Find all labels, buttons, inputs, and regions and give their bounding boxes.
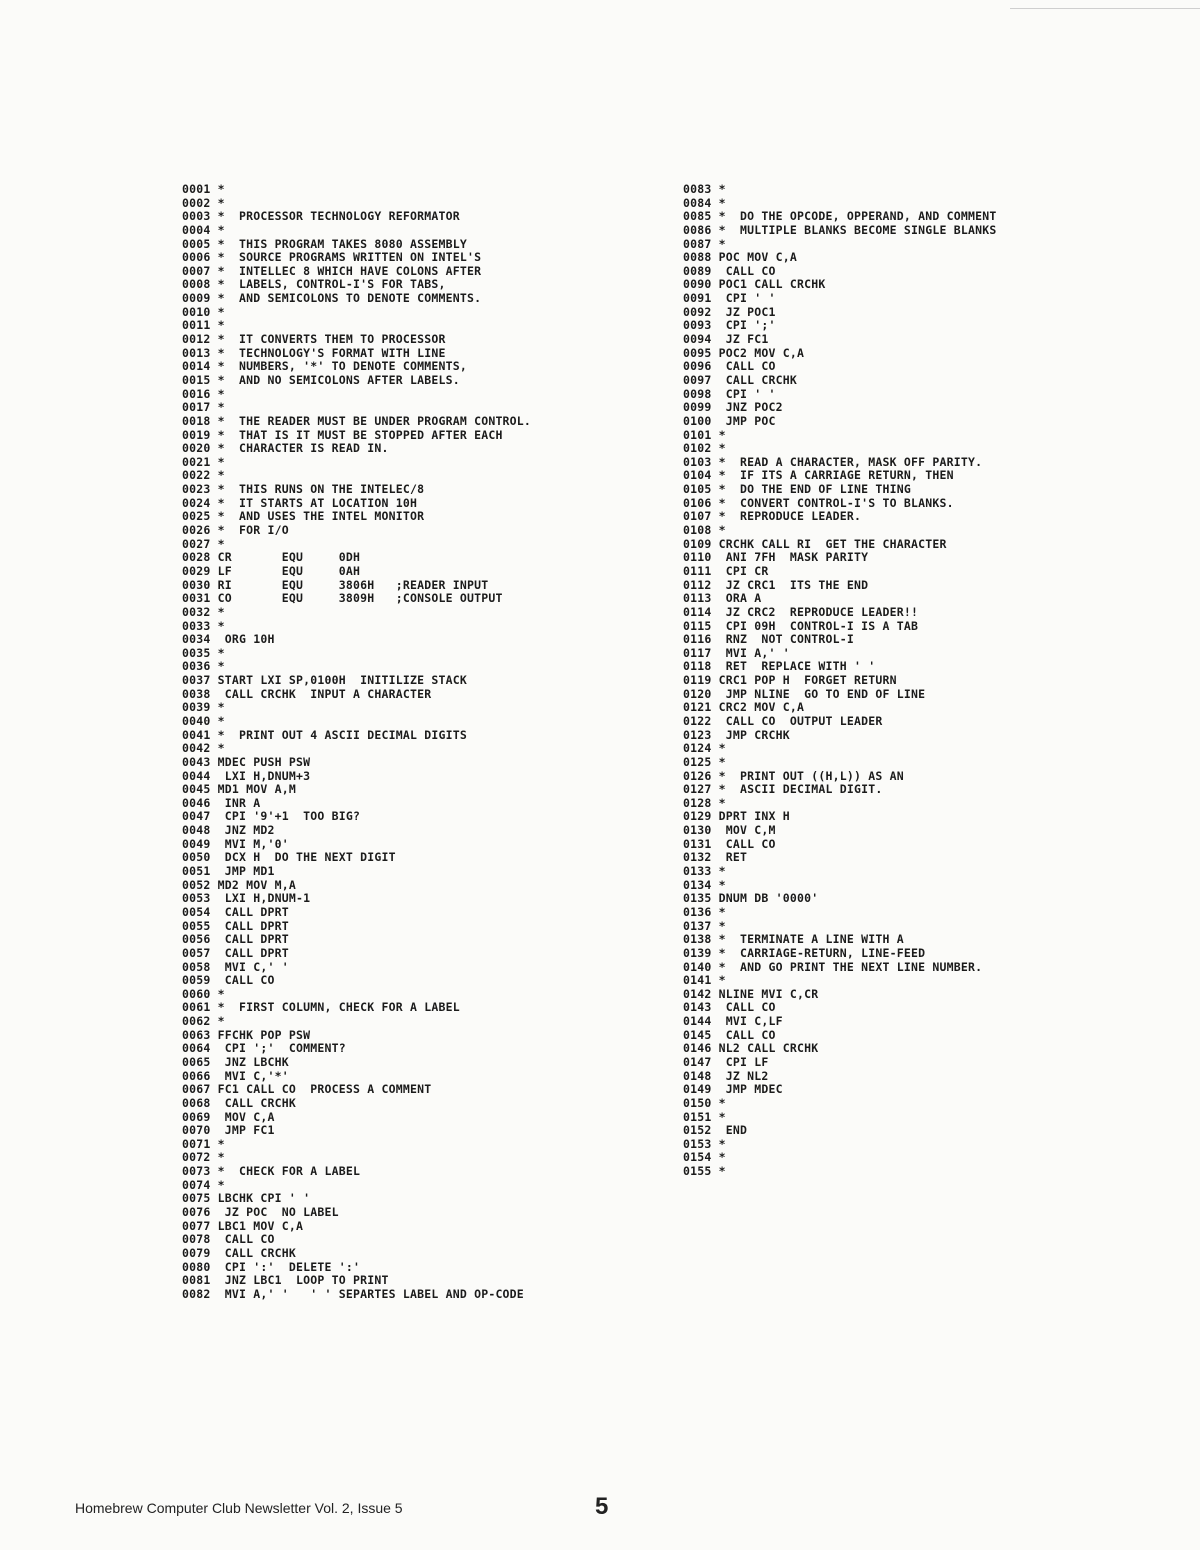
code-line: 0032 * [182, 604, 225, 619]
code-line: 0025 * AND USES THE INTEL MONITOR [182, 509, 425, 524]
code-line: 0027 * [182, 536, 225, 551]
page-number: 5 [595, 1493, 609, 1520]
code-line: 0026 * FOR I/O [182, 523, 289, 538]
code-line: 0055 CALL DPRT [182, 918, 289, 933]
code-line: 0051 JMP MD1 [182, 864, 275, 879]
code-line: 0001 * [182, 182, 225, 196]
code-line: 0080 CPI ':' DELETE ':' [182, 1259, 361, 1274]
code-line: 0105 * DO THE END OF LINE THING [683, 482, 911, 497]
code-line: 0045 MD1 MOV A,M [182, 782, 296, 797]
code-line: 0135 DNUM DB '0000' [683, 891, 819, 906]
code-line: 0150 * [683, 1095, 726, 1110]
code-line: 0154 * [683, 1150, 726, 1165]
code-line: 0130 MOV C,M [683, 823, 776, 838]
code-line: 0096 CALL CO [683, 359, 776, 374]
code-line: 0101 * [683, 427, 726, 442]
code-line: 0111 CPI CR [683, 563, 769, 578]
code-line: 0095 POC2 MOV C,A [683, 345, 805, 360]
code-line: 0057 CALL DPRT [182, 945, 289, 960]
code-line: 0004 * [182, 222, 225, 237]
code-line: 0141 * [683, 973, 726, 988]
code-line: 0152 END [683, 1123, 748, 1138]
code-line: 0067 FC1 CALL CO PROCESS A COMMENT [182, 1082, 432, 1097]
code-line: 0155 * [683, 1164, 726, 1179]
code-line: 0100 JMP POC [683, 413, 776, 428]
code-line: 0113 ORA A [683, 591, 762, 606]
code-line: 0134 * [683, 877, 726, 892]
code-line: 0021 * [182, 454, 225, 469]
code-line: 0083 * [683, 182, 726, 196]
code-line: 0148 JZ NL2 [683, 1068, 769, 1083]
code-line: 0088 POC MOV C,A [683, 250, 797, 265]
code-line: 0128 * [683, 795, 726, 810]
code-line: 0028 CR EQU 0DH [182, 550, 361, 565]
code-line: 0103 * READ A CHARACTER, MASK OFF PARITY. [683, 454, 983, 469]
code-line: 0071 * [182, 1136, 225, 1151]
code-line: 0116 RNZ NOT CONTROL-I [683, 632, 854, 647]
code-line: 0137 * [683, 918, 726, 933]
code-line: 0054 CALL DPRT [182, 904, 289, 919]
code-line: 0123 JMP CRCHK [683, 727, 790, 742]
code-line: 0013 * TECHNOLOGY'S FORMAT WITH LINE [182, 345, 446, 360]
code-line: 0115 CPI 09H CONTROL-I IS A TAB [683, 618, 919, 633]
code-line: 0090 POC1 CALL CRCHK [683, 277, 826, 292]
code-line: 0005 * THIS PROGRAM TAKES 8080 ASSEMBLY [182, 236, 467, 251]
code-line: 0033 * [182, 618, 225, 633]
code-line: 0015 * AND NO SEMICOLONS AFTER LABELS. [182, 372, 460, 387]
code-line: 0119 CRC1 POP H FORGET RETURN [683, 673, 897, 688]
code-line: 0102 * [683, 441, 726, 456]
code-line: 0081 JNZ LBC1 LOOP TO PRINT [182, 1273, 389, 1288]
code-line: 0007 * INTELLEC 8 WHICH HAVE COLONS AFTER [182, 263, 482, 278]
code-line: 0018 * THE READER MUST BE UNDER PROGRAM CONTROL. [182, 413, 532, 428]
code-line: 0060 * [182, 986, 225, 1001]
code-line: 0016 * [182, 386, 225, 401]
code-line: 0097 CALL CRCHK [683, 372, 797, 387]
code-line: 0112 JZ CRC1 ITS THE END [683, 577, 869, 592]
code-line: 0063 FFCHK POP PSW [182, 1027, 311, 1042]
code-line: 0068 CALL CRCHK [182, 1095, 296, 1110]
code-line: 0086 * MULTIPLE BLANKS BECOME SINGLE BLANKS [683, 222, 997, 237]
code-line: 0017 * [182, 400, 225, 415]
code-line: 0056 CALL DPRT [182, 932, 289, 947]
code-line: 0094 JZ FC1 [683, 332, 769, 347]
code-line: 0093 CPI ';' [683, 318, 776, 333]
code-line: 0022 * [182, 468, 225, 483]
code-line: 0078 CALL CO [182, 1232, 275, 1247]
code-line: 0151 * [683, 1109, 726, 1124]
code-line: 0099 JNZ POC2 [683, 400, 783, 415]
code-line: 0077 LBC1 MOV C,A [182, 1218, 304, 1233]
code-line: 0070 JMP FC1 [182, 1123, 275, 1138]
code-line: 0074 * [182, 1177, 225, 1192]
code-line: 0023 * THIS RUNS ON THE INTELEC/8 [182, 482, 425, 497]
code-line: 0059 CALL CO [182, 973, 275, 988]
code-line: 0131 CALL CO [683, 836, 776, 851]
code-line: 0066 MVI C,'*' [182, 1068, 289, 1083]
code-line: 0046 INR A [182, 795, 261, 810]
code-line: 0117 MVI A,' ' [683, 645, 790, 660]
code-line: 0043 MDEC PUSH PSW [182, 754, 311, 769]
code-line: 0038 CALL CRCHK INPUT A CHARACTER [182, 686, 432, 701]
code-line: 0153 * [683, 1136, 726, 1151]
code-line: 0042 * [182, 741, 225, 756]
code-line: 0040 * [182, 713, 225, 728]
code-line: 0149 JMP MDEC [683, 1082, 783, 1097]
code-line: 0062 * [182, 1014, 225, 1029]
code-line: 0098 CPI ' ' [683, 386, 776, 401]
footer-title: Homebrew Computer Club Newsletter Vol. 2, Issue 5 [75, 1500, 403, 1516]
code-line: 0125 * [683, 754, 726, 769]
code-line: 0087 * [683, 236, 726, 251]
code-line: 0019 * THAT IS IT MUST BE STOPPED AFTER EACH [182, 427, 503, 442]
code-line: 0138 * TERMINATE A LINE WITH A [683, 932, 904, 947]
code-line: 0009 * AND SEMICOLONS TO DENOTE COMMENTS. [182, 291, 482, 306]
code-line: 0079 CALL CRCHK [182, 1245, 296, 1260]
code-line: 0136 * [683, 904, 726, 919]
code-line: 0008 * LABELS, CONTROL-I'S FOR TABS, [182, 277, 446, 292]
listing-left-column [182, 183, 531, 1302]
code-line: 0132 RET [683, 850, 748, 865]
code-line: 0053 LXI H,DNUM-1 [182, 891, 311, 906]
code-line: 0075 LBCHK CPI ' ' [182, 1191, 311, 1206]
code-line: 0061 * FIRST COLUMN, CHECK FOR A LABEL [182, 1000, 460, 1015]
code-line: 0047 CPI '9'+1 TOO BIG? [182, 809, 361, 824]
code-line: 0118 RET REPLACE WITH ' ' [683, 659, 876, 674]
code-line: 0091 CPI ' ' [683, 291, 776, 306]
code-line: 0011 * [182, 318, 225, 333]
code-line: 0108 * [683, 523, 726, 538]
code-line: 0052 MD2 MOV M,A [182, 877, 296, 892]
code-line: 0114 JZ CRC2 REPRODUCE LEADER!! [683, 604, 919, 619]
code-line: 0107 * REPRODUCE LEADER. [683, 509, 862, 524]
code-line: 0003 * PROCESSOR TECHNOLOGY REFORMATOR [182, 209, 460, 224]
code-line: 0035 * [182, 645, 225, 660]
code-line: 0084 * [683, 195, 726, 210]
code-line: 0126 * PRINT OUT ((H,L)) AS AN [683, 768, 904, 783]
code-line: 0146 NL2 CALL CRCHK [683, 1041, 819, 1056]
code-line: 0044 LXI H,DNUM+3 [182, 768, 311, 783]
code-line: 0024 * IT STARTS AT LOCATION 10H [182, 495, 418, 510]
code-line: 0145 CALL CO [683, 1027, 776, 1042]
code-line: 0012 * IT CONVERTS THEM TO PROCESSOR [182, 332, 446, 347]
listing-right-column [683, 183, 996, 1179]
code-line: 0121 CRC2 MOV C,A [683, 700, 805, 715]
code-line: 0127 * ASCII DECIMAL DIGIT. [683, 782, 883, 797]
code-line: 0085 * DO THE OPCODE, OPPERAND, AND COMMENT [683, 209, 997, 224]
code-line: 0030 RI EQU 3806H ;READER INPUT [182, 577, 489, 592]
code-line: 0039 * [182, 700, 225, 715]
code-line: 0006 * SOURCE PROGRAMS WRITTEN ON INTEL'S [182, 250, 482, 265]
code-line: 0122 CALL CO OUTPUT LEADER [683, 713, 883, 728]
code-line: 0104 * IF ITS A CARRIAGE RETURN, THEN [683, 468, 954, 483]
code-line: 0064 CPI ';' COMMENT? [182, 1041, 346, 1056]
code-line: 0065 JNZ LBCHK [182, 1055, 289, 1069]
top-edge-rule [1010, 8, 1200, 9]
code-line: 0089 CALL CO [683, 263, 776, 278]
code-line: 0140 * AND GO PRINT THE NEXT LINE NUMBER. [683, 959, 983, 974]
code-line: 0143 CALL CO [683, 1000, 776, 1015]
code-line: 0049 MVI M,'0' [182, 836, 289, 851]
code-line: 0139 * CARRIAGE-RETURN, LINE-FEED [683, 945, 926, 960]
code-line: 0147 CPI LF [683, 1055, 769, 1069]
code-line: 0106 * CONVERT CONTROL-I'S TO BLANKS. [683, 495, 954, 510]
code-line: 0002 * [182, 195, 225, 210]
code-line: 0072 * [182, 1150, 225, 1165]
code-line: 0036 * [182, 659, 225, 674]
code-line: 0048 JNZ MD2 [182, 823, 275, 838]
code-line: 0069 MOV C,A [182, 1109, 275, 1124]
code-line: 0129 DPRT INX H [683, 809, 790, 824]
code-line: 0109 CRCHK CALL RI GET THE CHARACTER [683, 536, 947, 551]
code-line: 0029 LF EQU 0AH [182, 563, 361, 578]
code-line: 0082 MVI A,' ' ' ' SEPARTES LABEL AND OP-CODE [182, 1286, 524, 1301]
code-line: 0010 * [182, 304, 225, 319]
code-line: 0120 JMP NLINE GO TO END OF LINE [683, 686, 926, 701]
code-line: 0041 * PRINT OUT 4 ASCII DECIMAL DIGITS [182, 727, 467, 742]
code-line: 0037 START LXI SP,0100H INITILIZE STACK [182, 673, 467, 688]
code-line: 0133 * [683, 864, 726, 879]
code-line: 0034 ORG 10H [182, 632, 275, 647]
code-line: 0031 CO EQU 3809H ;CONSOLE OUTPUT [182, 591, 503, 606]
code-line: 0142 NLINE MVI C,CR [683, 986, 819, 1001]
code-line: 0020 * CHARACTER IS READ IN. [182, 441, 389, 456]
code-line: 0144 MVI C,LF [683, 1014, 783, 1029]
code-line: 0076 JZ POC NO LABEL [182, 1205, 339, 1220]
code-line: 0092 JZ POC1 [683, 304, 776, 319]
code-line: 0073 * CHECK FOR A LABEL [182, 1164, 361, 1179]
code-line: 0110 ANI 7FH MASK PARITY [683, 550, 869, 565]
code-line: 0058 MVI C,' ' [182, 959, 289, 974]
code-line: 0050 DCX H DO THE NEXT DIGIT [182, 850, 396, 865]
code-line: 0124 * [683, 741, 726, 756]
code-line: 0014 * NUMBERS, '*' TO DENOTE COMMENTS, [182, 359, 467, 374]
